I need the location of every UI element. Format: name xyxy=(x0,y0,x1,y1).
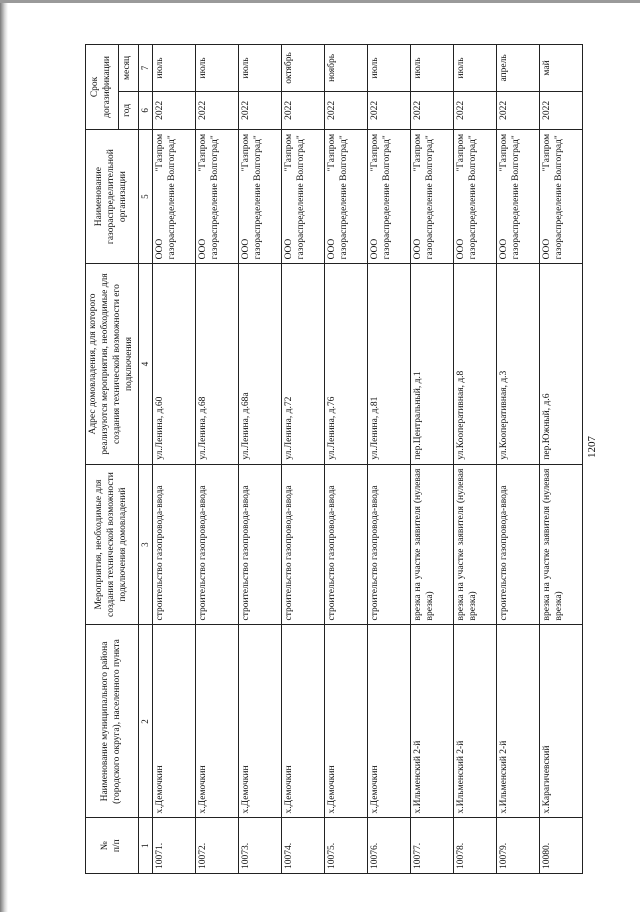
month-cell: май xyxy=(539,45,582,92)
locality-cell: х.Карагичевский xyxy=(539,625,582,818)
year-cell: 2022 xyxy=(496,91,539,129)
year-cell: 2022 xyxy=(367,91,410,129)
address-cell: ул.Кооперативная, д.3 xyxy=(496,264,539,464)
page-number: 1207 xyxy=(586,436,598,458)
month-cell: июль xyxy=(238,45,281,92)
organization-cell: ООО "Газпром газораспределение Волгоград" xyxy=(453,129,496,264)
month-cell: июль xyxy=(195,45,238,92)
measure-cell: врезка на участке заявителя (нулевая врезка) xyxy=(453,464,496,625)
address-cell: ул.Ленина, д.68 xyxy=(195,264,238,464)
row-number: 10077. xyxy=(410,818,453,874)
address-cell: ул.Ленина, д.81 xyxy=(367,264,410,464)
row-number: 10075. xyxy=(324,818,367,874)
measure-cell: строительство газопровода-ввода xyxy=(152,464,195,625)
row-number: 10071. xyxy=(152,818,195,874)
organization-cell: ООО "Газпром газораспределение Волгоград" xyxy=(496,129,539,264)
year-cell: 2022 xyxy=(281,91,324,129)
measure-cell: врезка на участке заявителя (нулевая врезка) xyxy=(410,464,453,625)
header-month: месяц xyxy=(119,45,138,92)
month-cell: октябрь xyxy=(281,45,324,92)
organization-cell: ООО "Газпром газораспределение Волгоград" xyxy=(281,129,324,264)
locality-cell: х.Демочкин xyxy=(367,625,410,818)
table-row xyxy=(281,45,324,874)
column-number: 3 xyxy=(138,464,152,625)
table-header xyxy=(86,45,153,874)
organization-cell: ООО "Газпром газораспределение Волгоград" xyxy=(367,129,410,264)
row-number: 10074. xyxy=(281,818,324,874)
address-cell: ул.Ленина, д.68а xyxy=(238,264,281,464)
column-number: 6 xyxy=(138,91,152,129)
year-cell: 2022 xyxy=(324,91,367,129)
row-number: 10072. xyxy=(195,818,238,874)
gasification-table xyxy=(85,44,583,874)
measure-cell: строительство газопровода-ввода xyxy=(367,464,410,625)
header-district: Наименование муниципального района (городского округа), населенного пункта xyxy=(86,625,139,818)
month-cell: ноябрь xyxy=(324,45,367,92)
month-cell: апрель xyxy=(496,45,539,92)
year-cell: 2022 xyxy=(539,91,582,129)
row-number: 10079. xyxy=(496,818,539,874)
table-row xyxy=(324,45,367,874)
rotated-table-container xyxy=(85,44,630,874)
header-deadline: Срок догазификации xyxy=(86,45,119,130)
header-address: Адрес домовладения, для которого реализуются мероприятия, необходимые для создания технической возможности его подключения xyxy=(86,264,139,464)
locality-cell: х.Ильменский 2-й xyxy=(410,625,453,818)
column-number-row xyxy=(138,45,152,874)
locality-cell: х.Демочкин xyxy=(152,625,195,818)
measure-cell: врезка на участке заявителя (нулевая врезка) xyxy=(539,464,582,625)
scan-shadow-edge xyxy=(0,0,8,912)
header-no: № п/п xyxy=(86,818,139,874)
year-cell: 2022 xyxy=(195,91,238,129)
measure-cell: строительство газопровода-ввода xyxy=(195,464,238,625)
address-cell: ул.Кооперативная, д.8 xyxy=(453,264,496,464)
row-number: 10080. xyxy=(539,818,582,874)
month-cell: июль xyxy=(152,45,195,92)
locality-cell: х.Демочкин xyxy=(195,625,238,818)
measure-cell: строительство газопровода-ввода xyxy=(496,464,539,625)
table-row xyxy=(195,45,238,874)
organization-cell: ООО "Газпром газораспределение Волгоград" xyxy=(410,129,453,264)
year-cell: 2022 xyxy=(410,91,453,129)
organization-cell: ООО "Газпром газораспределение Волгоград" xyxy=(238,129,281,264)
row-number: 10076. xyxy=(367,818,410,874)
column-number: 7 xyxy=(138,45,152,92)
organization-cell: ООО "Газпром газораспределение Волгоград" xyxy=(152,129,195,264)
table-row xyxy=(238,45,281,874)
organization-cell: ООО "Газпром газораспределение Волгоград" xyxy=(324,129,367,264)
locality-cell: х.Демочкин xyxy=(238,625,281,818)
measure-cell: строительство газопровода-ввода xyxy=(324,464,367,625)
header-measures: Мероприятия, необходимые для создания технической возможности подключения домовладений xyxy=(86,464,139,625)
column-number: 2 xyxy=(138,625,152,818)
organization-cell: ООО "Газпром газораспределение Волгоград" xyxy=(539,129,582,264)
year-cell: 2022 xyxy=(152,91,195,129)
table-row xyxy=(453,45,496,874)
table-row xyxy=(410,45,453,874)
address-cell: пер.Южный, д.6 xyxy=(539,264,582,464)
table-row xyxy=(152,45,195,874)
column-number: 4 xyxy=(138,264,152,464)
table-row xyxy=(539,45,582,874)
year-cell: 2022 xyxy=(238,91,281,129)
table-row xyxy=(367,45,410,874)
measure-cell: строительство газопровода-ввода xyxy=(238,464,281,625)
scan-top-edge xyxy=(0,0,640,3)
column-number: 5 xyxy=(138,129,152,264)
locality-cell: х.Демочкин xyxy=(281,625,324,818)
month-cell: июль xyxy=(410,45,453,92)
table-body xyxy=(152,45,582,874)
header-organization: Наименование газораспределительной организации xyxy=(86,129,139,264)
address-cell: ул.Ленина, д.60 xyxy=(152,264,195,464)
measure-cell: строительство газопровода-ввода xyxy=(281,464,324,625)
address-cell: ул.Ленина, д.76 xyxy=(324,264,367,464)
year-cell: 2022 xyxy=(453,91,496,129)
locality-cell: х.Ильменский 2-й xyxy=(453,625,496,818)
month-cell: июль xyxy=(367,45,410,92)
address-cell: ул.Ленина, д.72 xyxy=(281,264,324,464)
column-number: 1 xyxy=(138,818,152,874)
locality-cell: х.Демочкин xyxy=(324,625,367,818)
organization-cell: ООО "Газпром газораспределение Волгоград" xyxy=(195,129,238,264)
address-cell: пер.Центральный, д.1 xyxy=(410,264,453,464)
header-year: год xyxy=(119,91,138,129)
row-number: 10078. xyxy=(453,818,496,874)
month-cell: июль xyxy=(453,45,496,92)
locality-cell: х.Ильменский 2-й xyxy=(496,625,539,818)
table-row xyxy=(496,45,539,874)
row-number: 10073. xyxy=(238,818,281,874)
